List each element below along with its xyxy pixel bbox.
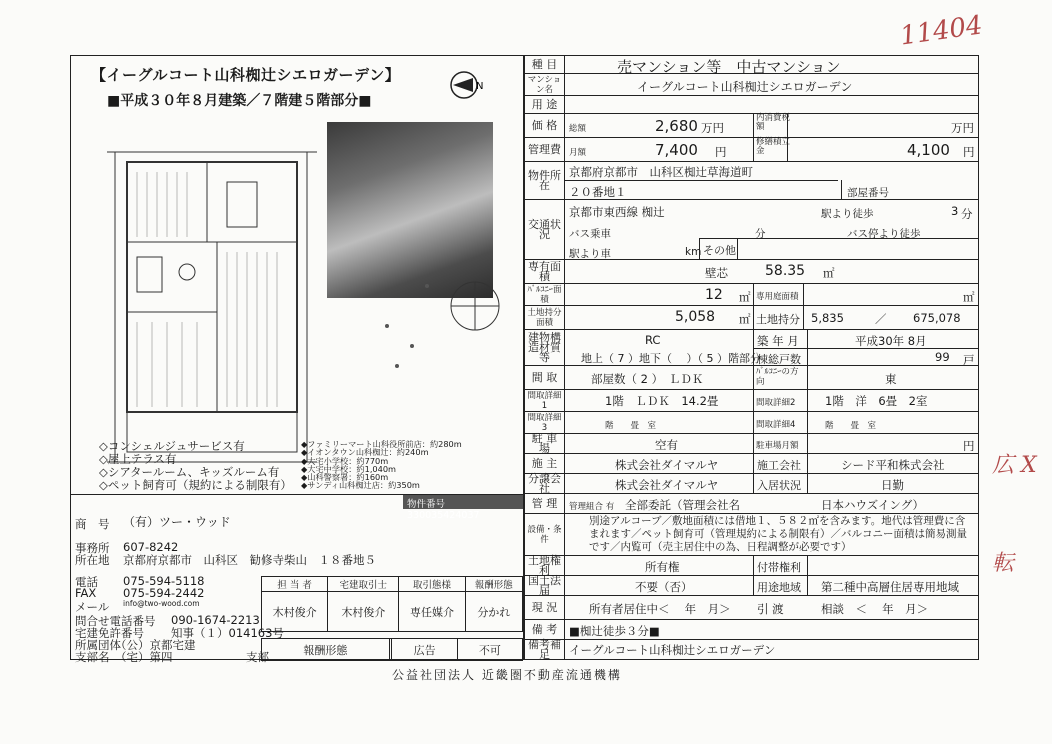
row-remarks [525, 620, 978, 640]
detail1-value: 1階 ＬＤＫ 14.2畳 [605, 394, 719, 408]
garden-unit: ㎡ [963, 290, 975, 304]
share-unit: ㎡ [739, 312, 751, 326]
association: （公）京都宅建 [115, 638, 196, 652]
row-equipment [525, 514, 978, 556]
staff-table [261, 576, 523, 632]
kind-label: 種 目 [525, 56, 565, 73]
detail4-value: 階 畳 室 [825, 421, 877, 431]
units-label: 棟総戸数 [757, 353, 801, 366]
row-supplement [525, 637, 978, 661]
media-label: 広告 [392, 639, 457, 661]
tax-unit: 万円 [951, 121, 974, 135]
inquiry-label: 問合せ電話番号 [75, 614, 156, 628]
mansion-name: イーグルコート山科椥辻シエロガーデン [637, 80, 853, 94]
staff-value: 木村俊介 [262, 592, 328, 632]
nearby-item: ◆イオンタウン山科椥辻：約240m [301, 447, 429, 458]
mail-address: info@two-wood.com [123, 599, 200, 608]
detail2-value: 1階 洋 6畳 2室 [825, 394, 928, 408]
builder-label: 施工会社 [757, 459, 801, 472]
units-unit: 戸 [963, 353, 975, 367]
rights-label: 土地権利 [525, 556, 565, 575]
property-subtitle: ■平成３０年８月建築／７階建５階部分■ [107, 93, 372, 109]
branch-label: 支部名 [75, 650, 110, 664]
features-list [99, 440, 292, 492]
management-company: 日本ハウズイング） [821, 498, 925, 512]
price-value: 2,680 [655, 117, 698, 135]
row-location [525, 162, 978, 200]
staff-header: 取引態様 [399, 577, 465, 592]
compass-label: N [476, 81, 483, 92]
detail1-label: 間取詳細1 [525, 390, 565, 411]
room-label: 部屋番号 [847, 187, 889, 199]
direction-value: 東 [885, 372, 897, 386]
license-number: 知事（１）014163号 [171, 626, 284, 640]
management-label: 管 理 [525, 494, 565, 513]
layout-label: 間 取 [525, 366, 565, 389]
bus-unit: 分 [755, 228, 766, 240]
handwritten-note: 転 [992, 551, 1015, 576]
row-parking [525, 431, 978, 455]
management-sub: 管理組合 有 [569, 502, 615, 512]
mail-label: メール [75, 600, 110, 614]
price-label: 価 格 [525, 114, 565, 137]
supplement-label: 備考補足 [525, 640, 565, 659]
left-panel [70, 55, 524, 664]
row-layout [525, 366, 978, 390]
feature-item: ◇シアタールーム、キッズルーム有 [99, 465, 280, 479]
price-unit: 万円 [701, 121, 724, 135]
office-label: 事務所 [75, 541, 110, 555]
inquiry-number: 090-1674-2213 [171, 613, 260, 627]
row-use [525, 96, 978, 114]
staff-header: 報酬形態 [465, 577, 522, 592]
transit-line: 京都市東西線 椥辻 [569, 205, 665, 219]
rights-value: 所有権 [645, 560, 680, 574]
repair-unit: 円 [963, 145, 975, 159]
share-value: 5,058 [675, 309, 716, 325]
zone-value: 第二種中高層住居専用地域 [821, 580, 959, 594]
kind-value: 売マンション等 中古マンション [617, 58, 841, 76]
area-type: 壁芯 [705, 266, 728, 280]
row-mgmt [525, 138, 978, 162]
fax-number: 075-594-2442 [123, 586, 205, 600]
row-seller [525, 471, 978, 495]
structure-label: 建物構造材質等 [525, 330, 565, 365]
direction-label: ﾊﾞﾙｺﾆｰの方向 [756, 367, 799, 387]
row-owner [525, 454, 978, 474]
property-title: 【イーグルコート山科椥辻シエロガーデン】 [91, 66, 401, 84]
status-label: 入居状況 [757, 479, 801, 492]
status-value: 日勤 [881, 478, 904, 492]
km-unit: km [685, 246, 702, 258]
fax-label: FAX [75, 586, 97, 600]
media-table [261, 638, 523, 661]
parking-fee-unit: 円 [963, 439, 975, 453]
handwritten-number: 11404 [898, 10, 985, 52]
transit-label: 交通状況 [525, 200, 565, 259]
feature-item: ◇コンシェルジュサービス有 [99, 439, 245, 453]
row-management [525, 494, 978, 514]
repair-label: 修繕積立金 [756, 137, 791, 156]
branch: （宅）第四 [115, 650, 173, 664]
supplement-value: イーグルコート山科椥辻シエロガーデン [569, 643, 776, 657]
zone-label: 用途地域 [757, 581, 801, 594]
area-unit: ㎡ [823, 266, 835, 280]
balcony-value: 12 [705, 287, 723, 303]
nearby-item: ◆山科警察署：約160m [301, 472, 389, 483]
builder-value: シード平和株式会社 [841, 458, 945, 472]
row-structure [525, 330, 978, 366]
share-denominator: 675,078 [913, 311, 961, 325]
row-kind [525, 56, 978, 74]
row-name [525, 74, 978, 96]
row-detail12 [525, 390, 978, 412]
nearby-item: ◆大宅中学校：約1,040m [301, 463, 397, 474]
nearby-item: ◆ファミリーマート山科役所前店：約280m [301, 439, 462, 449]
units-value: 99 [935, 350, 950, 364]
tax-label: 内消費税額 [756, 113, 791, 132]
remarks-value: ■椥辻徒歩３分■ [569, 624, 660, 638]
handover-label: 引 渡 [757, 602, 784, 616]
row-price [525, 114, 978, 138]
company-address: 京都府京都市 山科区 勧修寺柴山 １８番地５ [123, 553, 376, 567]
mgmt-sub: 月額 [569, 148, 587, 158]
staff-value: 専任媒介 [399, 592, 465, 632]
footer-organization: 公益社団法人 近畿圏不動産流通機構 [392, 668, 622, 682]
handwritten-note: 広 X [992, 453, 1037, 478]
walk-label: 駅より徒歩 [821, 208, 874, 220]
remarks-label: 備 考 [525, 620, 565, 639]
staff-value: 分かれ [465, 592, 522, 632]
row-area [525, 260, 978, 284]
structure-value: RC [645, 333, 661, 347]
detail3-label: 間取詳細3 [525, 412, 565, 433]
association-label: 所属団体 [75, 638, 121, 652]
address-label: 所在地 [75, 553, 110, 567]
detail2-label: 間取詳細2 [756, 398, 796, 408]
feature-item: ◇ペット飼育可（規約による制限有） [99, 478, 292, 492]
current-value: 所有者居住中＜ 年 月＞ [589, 602, 731, 616]
seller-label: 分譲会社 [525, 474, 565, 493]
walk-min: 3 [951, 204, 959, 218]
location-label: 物件所在 [525, 162, 565, 199]
company-label: 商 号 [75, 517, 110, 531]
staff-value: 木村俊介 [328, 592, 399, 632]
walk-unit: 分 [961, 207, 973, 221]
zip-code: 607-8242 [123, 540, 179, 554]
layout-value: 部屋数（ 2 ） ＬＤＫ [591, 372, 704, 386]
share-numerator: 5,835 [811, 311, 844, 325]
garden-label: 専用庭面積 [756, 292, 799, 302]
floors-value: 地上（ 7 ）地下（ ）（ 5 ）階部分 [581, 352, 761, 365]
bus-ride: バス乗車 [569, 228, 611, 240]
mgmt-value: 7,400 [655, 141, 698, 159]
owner-value: 株式会社ダイマルヤ [615, 458, 719, 472]
staff-header: 担 当 者 [262, 577, 328, 592]
branch-suffix: 支部 [246, 650, 269, 664]
row-balcony [525, 284, 978, 306]
company-name: （有）ツー・ウッド [123, 515, 231, 529]
law-label: 国土法届 [525, 576, 565, 595]
row-share [525, 306, 978, 330]
nearby-item: ◆大宅小学校：約770m [301, 455, 389, 466]
parking-label: 駐 車 場 [525, 434, 565, 453]
detail3-value: 階 畳 室 [605, 421, 657, 431]
use-label: 用 途 [525, 96, 565, 113]
feature-item: ◇屋上テラス有 [99, 452, 177, 466]
handover-value: 相談 ＜ 年 月＞ [821, 602, 929, 616]
current-label: 現 況 [525, 596, 565, 619]
other-label: その他 [703, 244, 736, 257]
row-detail34 [525, 412, 978, 434]
site-sketch [357, 266, 517, 436]
name-label: マンション名 [525, 74, 565, 95]
floor-plan-drawing [97, 122, 327, 480]
share2-label: 土地持分 [756, 313, 800, 326]
staff-header: 宅建取引士 [328, 577, 399, 592]
nearby-facilities [301, 440, 462, 490]
row-current [525, 596, 978, 620]
property-number: 物件番号 330035424037 [403, 495, 523, 509]
location-line2: ２０番地１ [569, 185, 627, 199]
balcony-unit: ㎡ [739, 290, 751, 304]
repair-value: 4,100 [907, 141, 950, 159]
row-law [525, 573, 978, 597]
share-label: 土地持分面積 [525, 306, 565, 329]
share-separator: ／ [875, 312, 887, 326]
mgmt-label: 管理費 [525, 138, 565, 161]
annex-label: 付帯権利 [757, 561, 801, 574]
area-label: 専有面積 [525, 260, 565, 283]
media-label: 報酬形態 [262, 639, 390, 661]
management-value: 全部委託（管理会社名 [625, 498, 740, 512]
bus-walk: バス停より徒歩 [847, 228, 921, 240]
area-value: 58.35 [765, 263, 806, 279]
built-label: 築 年 月 [757, 334, 799, 348]
tel-label: 電話 [75, 575, 98, 589]
license-label: 宅建免許番号 [75, 626, 144, 640]
seller-value: 株式会社ダイマルヤ [615, 478, 719, 492]
built-value: 平成30年 8月 [855, 334, 927, 348]
location-line1: 京都府京都市 山科区椥辻草海道町 [569, 165, 753, 179]
parking-fee-label: 駐車場月額 [756, 441, 799, 451]
compass-icon [449, 68, 483, 102]
tel-number: 075-594-5118 [123, 574, 205, 588]
row-rights [525, 553, 978, 577]
price-sub: 総額 [569, 124, 587, 134]
law-value: 不要（否） [635, 580, 693, 594]
nearby-item: ◆サンディ山科椥辻店：約350m [301, 480, 420, 491]
equipment-label: 設備・条件 [525, 514, 565, 555]
property-spec-sheet [524, 55, 979, 660]
from-station: 駅より車 [569, 248, 611, 260]
parking-value: 空有 [655, 438, 678, 452]
equipment-value: 別途アルコーブ／敷地面積には借地１、５８２㎡を含みます。地代は管理費に含まれます／ペット飼育可（管理規約による制限有）／バルコニー面積は簡易測量です／内覧可（売主居住中の為、日程調整が必要です） [589, 515, 967, 553]
mgmt-unit: 円 [715, 145, 727, 159]
media-value: 不可 [457, 639, 522, 661]
balcony-label: ﾊﾞﾙｺﾆｰ面積 [525, 284, 565, 305]
row-transit [525, 200, 978, 260]
owner-label: 施 主 [525, 454, 565, 473]
detail4-label: 間取詳細4 [756, 420, 796, 430]
